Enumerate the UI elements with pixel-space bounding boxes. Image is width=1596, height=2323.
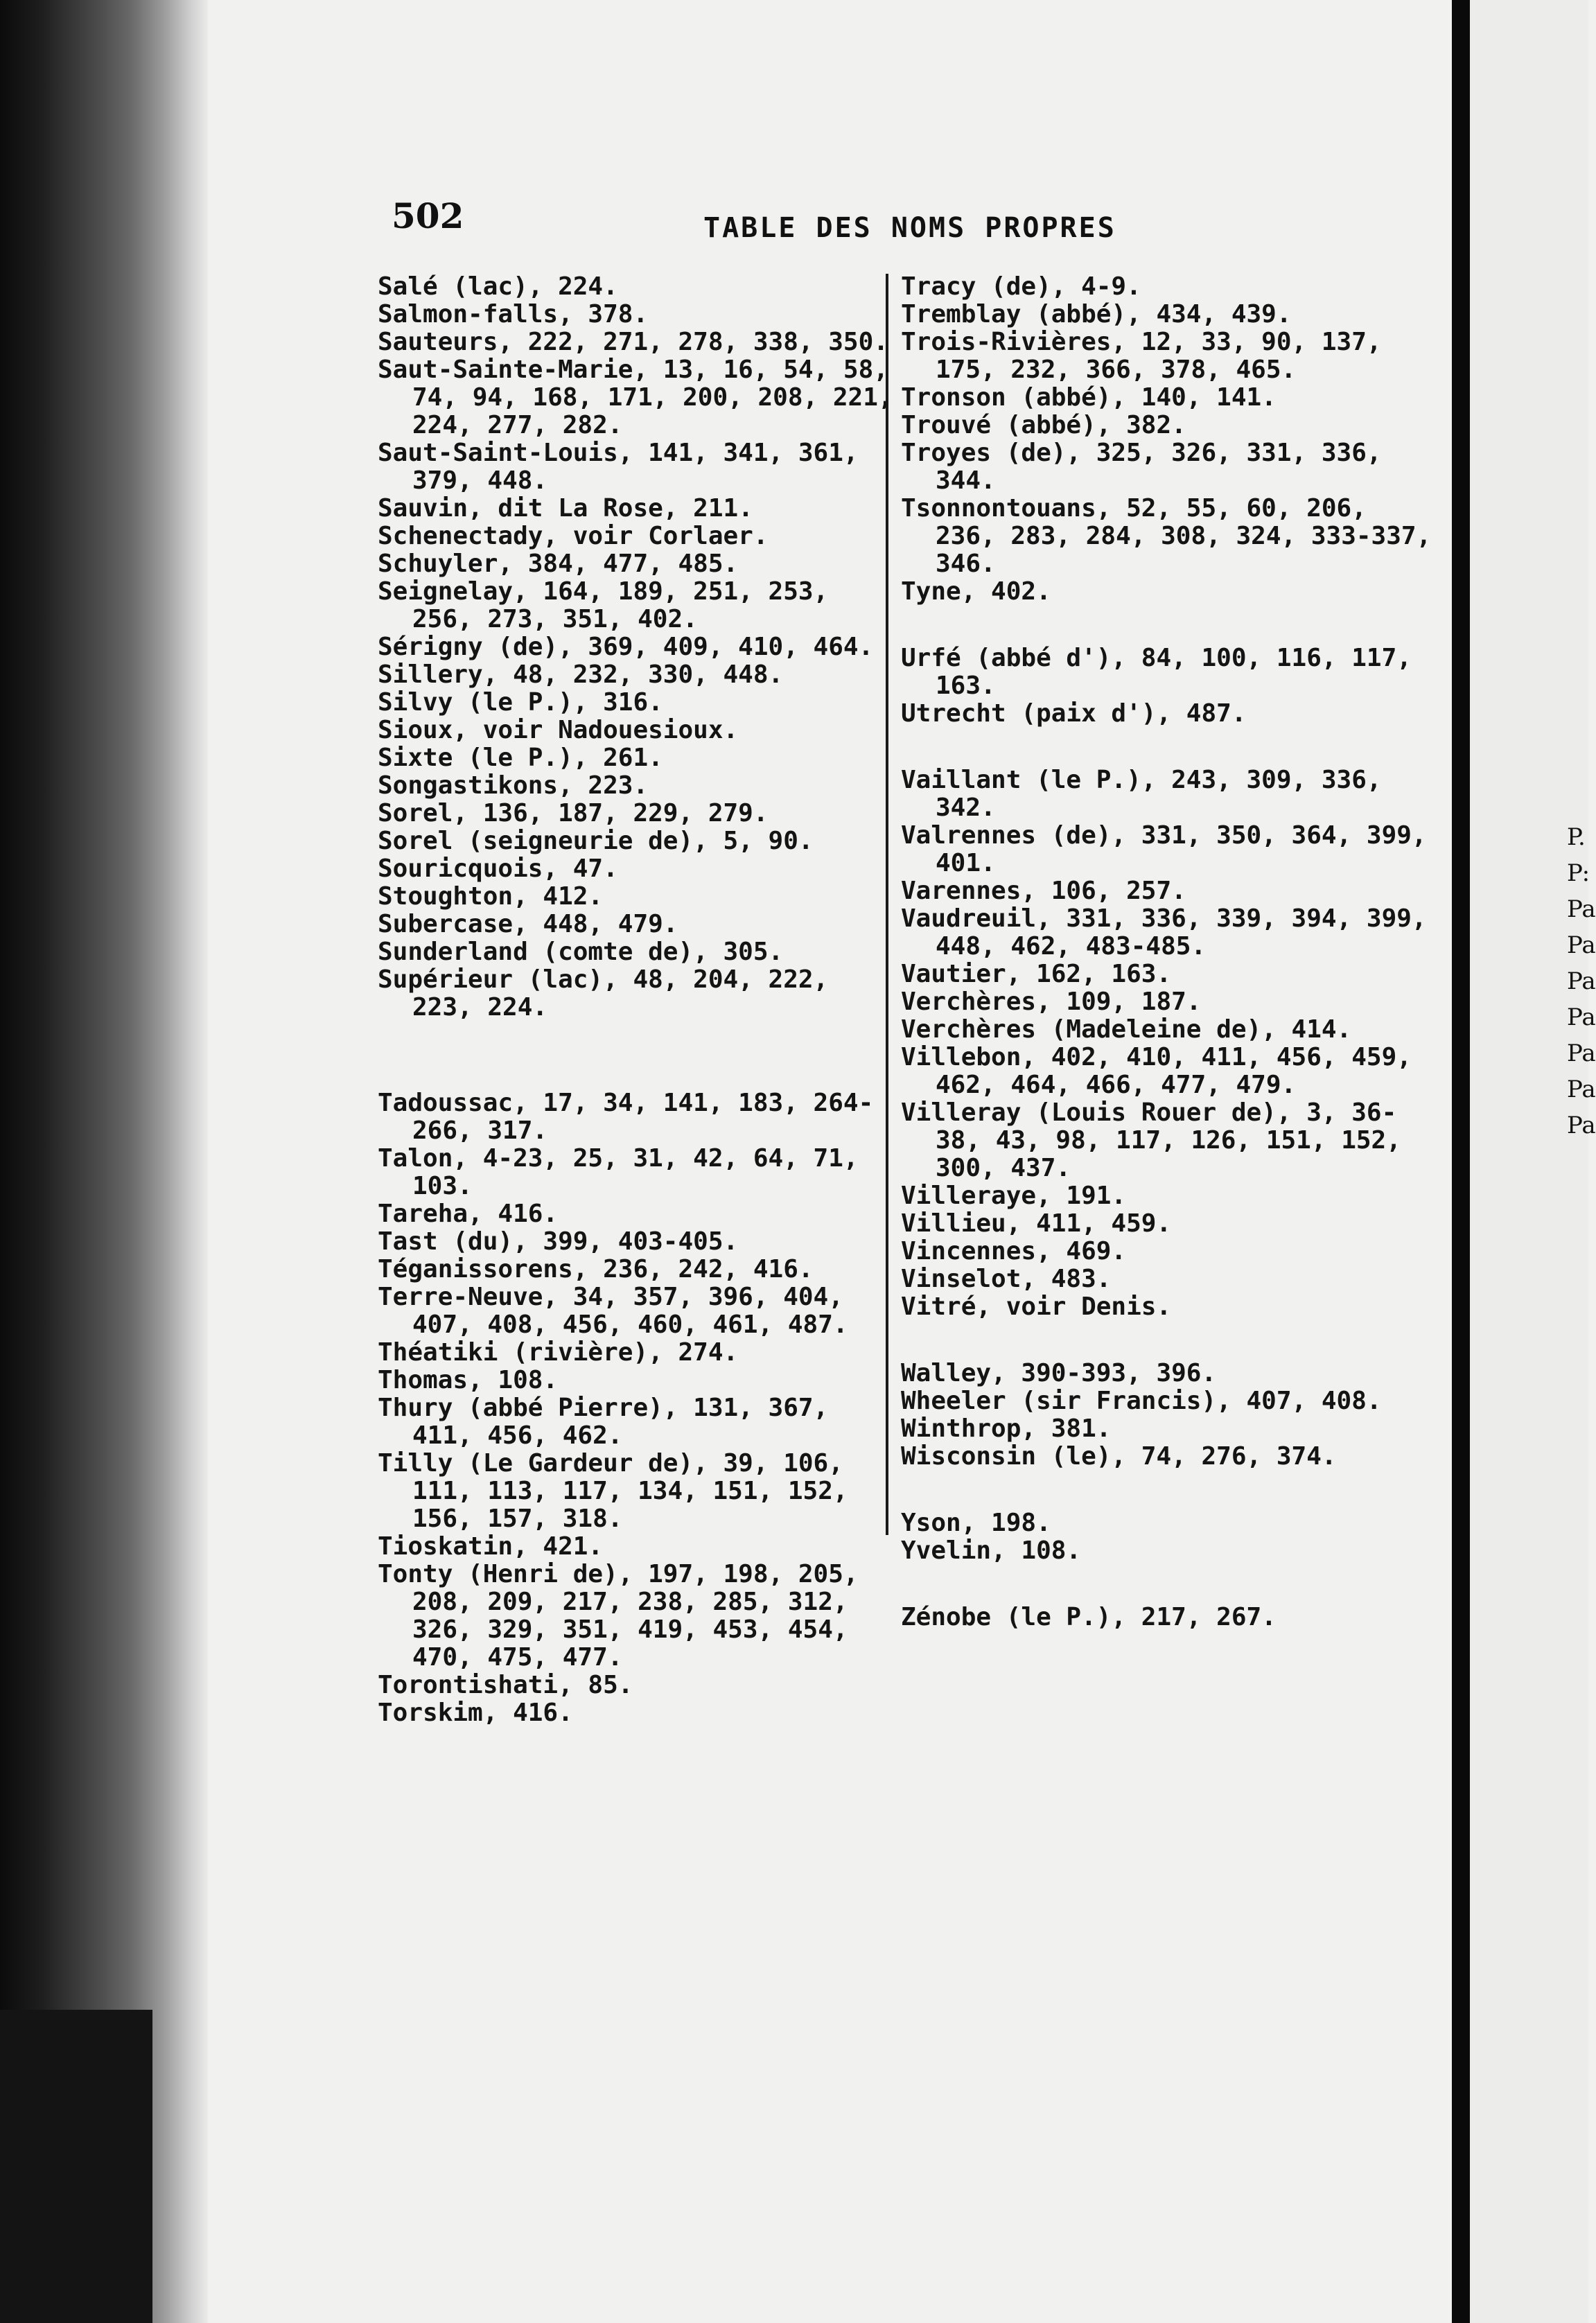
index-entry: Tadoussac, 17, 34, 141, 183, 264-266, 317. [378, 1089, 874, 1145]
adjacent-page-edge [1470, 0, 1596, 2323]
index-entry: Sorel, 136, 187, 229, 279. [378, 799, 769, 827]
index-entry: Supérieur (lac), 48, 204, 222, 223, 224. [378, 965, 829, 1022]
letter-group [901, 766, 1441, 1321]
letter-group-gap [901, 1565, 1441, 1604]
index-entry: Zénobe (le P.), 217, 267. [901, 1603, 1277, 1631]
letter-group [901, 1360, 1441, 1471]
index-entry: Talon, 4-23, 25, 31, 42, 64, 71, 103. [378, 1144, 859, 1200]
index-entry: Sillery, 48, 232, 330, 448. [378, 660, 784, 689]
index-entry: Sérigny (de), 369, 409, 410, 464. [378, 633, 874, 661]
index-entry: Yvelin, 108. [901, 1536, 1082, 1565]
index-entry: Thomas, 108. [378, 1366, 559, 1394]
index-entry: Tyne, 402. [901, 577, 1051, 606]
index-entry: Villebon, 402, 410, 411, 456, 459, 462, 464, 466, 477, 479. [901, 1043, 1412, 1099]
index-entry: Tilly (Le Gardeur de), 39, 106, 111, 113, 117, 134, 151, 152, 156, 157, 318. [378, 1449, 848, 1533]
index-entry: Sorel (seigneurie de), 5, 90. [378, 827, 814, 855]
index-entry: Urfé (abbé d'), 84, 100, 116, 117, 163. [901, 644, 1412, 700]
index-entry: Salmon-falls, 378. [378, 300, 649, 328]
index-entry: Villeray (Louis Rouer de), 3, 36-38, 43, 98, 117, 126, 151, 152, 300, 437. [901, 1098, 1401, 1182]
adjacent-page-fragment: Pa [1567, 1003, 1596, 1031]
index-entry: Tremblay (abbé), 434, 439. [901, 300, 1292, 328]
index-entry: Salé (lac), 224. [378, 272, 618, 301]
index-entry: Théatiki (rivière), 274. [378, 1338, 739, 1367]
adjacent-page-fragment: Pa [1567, 931, 1596, 959]
index-entry: Torskim, 416. [378, 1699, 573, 1727]
index-entry: Songastikons, 223. [378, 771, 649, 800]
index-entry: Winthrop, 381. [901, 1414, 1112, 1443]
index-entry: Tioskatin, 421. [378, 1532, 604, 1561]
index-entry: Utrecht (paix d'), 487. [901, 699, 1247, 728]
adjacent-page-fragment: Pa [1567, 1040, 1596, 1067]
letter-group-gap [901, 606, 1441, 645]
index-entry: Sioux, voir Nadouesioux. [378, 716, 739, 744]
index-entry: Terre-Neuve, 34, 357, 396, 404, 407, 408, 456, 460, 461, 487. [378, 1283, 848, 1339]
index-entry: Tracy (de), 4-9. [901, 272, 1141, 301]
adjacent-page-fragment: Pa [1567, 895, 1596, 923]
letter-group-gap [901, 1471, 1441, 1509]
page-gutter [1452, 0, 1470, 2323]
index-entry: Tareha, 416. [378, 1200, 559, 1228]
index-column-left [378, 273, 894, 1727]
adjacent-page-fragment: Pa [1567, 967, 1596, 995]
index-entry: Vincennes, 469. [901, 1237, 1127, 1265]
index-entry: Tsonnontouans, 52, 55, 60, 206, 236, 283, 284, 308, 324, 333-337, 346. [901, 494, 1432, 578]
index-entry: Verchères, 109, 187. [901, 988, 1202, 1016]
index-entry: Subercase, 448, 479. [378, 910, 678, 938]
index-entry: Saut-Sainte-Marie, 13, 16, 54, 58, 74, 94, 168, 171, 200, 208, 221, 224, 277, 282. [378, 356, 893, 439]
letter-group-gap [901, 1321, 1441, 1360]
adjacent-page-fragment: Pa [1567, 1076, 1596, 1103]
index-entry: Troyes (de), 325, 326, 331, 336, 344. [901, 439, 1382, 495]
index-entry: Verchères (Madeleine de), 414. [901, 1015, 1352, 1044]
letter-group [901, 273, 1441, 606]
index-entry: Seignelay, 164, 189, 251, 253, 256, 273, 351, 402. [378, 577, 829, 633]
index-column-right [901, 273, 1441, 1631]
adjacent-page-fragment: Pa [1567, 1112, 1596, 1139]
binding-shadow [0, 2010, 152, 2323]
letter-group-gap [901, 728, 1441, 766]
adjacent-page-fragment: P: [1567, 859, 1590, 887]
index-entry: Varennes, 106, 257. [901, 877, 1186, 905]
index-entry: Wheeler (sir Francis), 407, 408. [901, 1387, 1382, 1415]
page-number: 502 [392, 195, 464, 236]
letter-group [378, 1089, 894, 1727]
index-entry: Stoughton, 412. [378, 882, 604, 911]
index-entry: Schuyler, 384, 477, 485. [378, 550, 739, 578]
index-entry: Trouvé (abbé), 382. [901, 411, 1186, 439]
index-entry: Yson, 198. [901, 1509, 1051, 1537]
letter-group [901, 1604, 1441, 1631]
letter-group [378, 273, 894, 1022]
index-entry: Sixte (le P.), 261. [378, 744, 663, 772]
index-entry: Torontishati, 85. [378, 1671, 633, 1699]
index-entry: Villeraye, 191. [901, 1182, 1127, 1210]
index-entry: Walley, 390-393, 396. [901, 1359, 1217, 1387]
running-head: TABLE DES NOMS PROPRES [703, 212, 1116, 244]
index-entry: Téganissorens, 236, 242, 416. [378, 1255, 814, 1283]
index-entry: Souricquois, 47. [378, 854, 618, 883]
index-entry: Valrennes (de), 331, 350, 364, 399, 401. [901, 821, 1427, 877]
index-entry: Vitré, voir Denis. [901, 1292, 1172, 1321]
index-entry: Tast (du), 399, 403-405. [378, 1227, 739, 1256]
adjacent-page-fragment: P. [1567, 823, 1586, 851]
index-entry: Vinselot, 483. [901, 1265, 1112, 1293]
index-entry: Tronson (abbé), 140, 141. [901, 383, 1277, 412]
letter-group [901, 1509, 1441, 1565]
letter-group [901, 645, 1441, 728]
index-entry: Villieu, 411, 459. [901, 1209, 1172, 1238]
index-entry: Sunderland (comte de), 305. [378, 938, 784, 966]
index-entry: Sauvin, dit La Rose, 211. [378, 494, 753, 523]
index-entry: Vaillant (le P.), 243, 309, 336, 342. [901, 766, 1382, 822]
index-entry: Vaudreuil, 331, 336, 339, 394, 399, 448, 462, 483-485. [901, 904, 1427, 961]
index-entry: Thury (abbé Pierre), 131, 367, 411, 456, 462. [378, 1394, 829, 1450]
index-entry: Vautier, 162, 163. [901, 960, 1172, 988]
letter-group-gap [378, 1022, 894, 1089]
index-entry: Trois-Rivières, 12, 33, 90, 137, 175, 232, 366, 378, 465. [901, 328, 1382, 384]
index-entry: Wisconsin (le), 74, 276, 374. [901, 1442, 1337, 1471]
index-entry: Silvy (le P.), 316. [378, 688, 663, 717]
index-entry: Schenectady, voir Corlaer. [378, 522, 769, 550]
index-entry: Sauteurs, 222, 271, 278, 338, 350. [378, 328, 888, 356]
index-entry: Tonty (Henri de), 197, 198, 205, 208, 209, 217, 238, 285, 312, 326, 329, 351, 419, 453, 454, 470, 475, 477. [378, 1560, 859, 1672]
book-binding-edge [0, 0, 208, 2323]
index-entry: Saut-Saint-Louis, 141, 341, 361, 379, 448. [378, 439, 859, 495]
